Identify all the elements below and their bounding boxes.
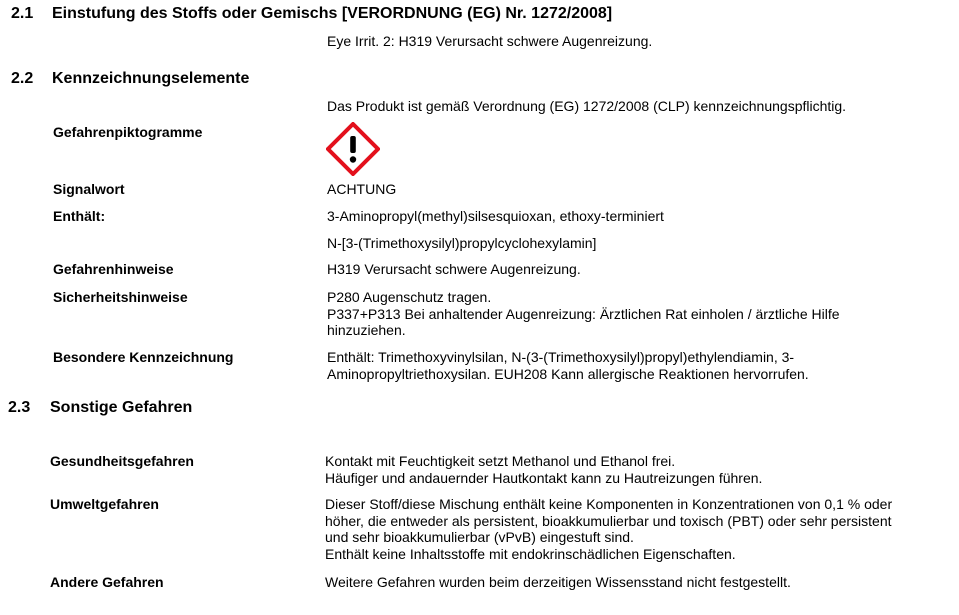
signal-word-value: ACHTUNG xyxy=(327,181,397,197)
precaution-line: hinzuziehen. xyxy=(327,322,406,338)
signal-word-label: Signalwort xyxy=(53,181,125,197)
precaution-line: P337+P313 Bei anhaltender Augenreizung: Ärztlichen Rat einholen / ärztliche Hilfe xyxy=(327,305,840,322)
precautionary-statements-value xyxy=(327,289,840,339)
section-2-1-title: Einstufung des Stoffs oder Gemischs [VERORDNUNG (EG) Nr. 1272/2008] xyxy=(52,5,613,22)
precautionary-statements-label: Sicherheitshinweise xyxy=(53,289,188,305)
exclamation-mark-icon xyxy=(326,122,380,176)
contains-value-2: N-[3-(Trimethoxysilyl)propylcyclohexylamin] xyxy=(327,235,597,251)
special-labelling-value xyxy=(327,349,809,382)
precaution-line: P280 Augenschutz tragen. xyxy=(327,289,492,305)
env-line: und sehr bioakkumulierbar (vPvB) eingestuft sind. xyxy=(325,529,634,545)
classification-text: Eye Irrit. 2: H319 Verursacht schwere Augenreizung. xyxy=(327,33,653,49)
env-line: Dieser Stoff/diese Mischung enthält keine Komponenten in Konzentrationen von 0,1 % oder xyxy=(325,496,893,512)
hazard-statements-value: H319 Verursacht schwere Augenreizung. xyxy=(327,261,581,277)
hazard-statements-label: Gefahrenhinweise xyxy=(53,261,174,277)
section-2-2-title: Kennzeichnungselemente xyxy=(52,70,250,87)
health-line: Kontakt mit Feuchtigkeit setzt Methanol und Ethanol frei. xyxy=(325,453,676,469)
section-2-1-number: 2.1 xyxy=(11,5,34,22)
special-line: Enthält: Trimethoxyvinylsilan, N-(3-(Trimethoxysilyl)propyl)ethylendiamin, 3- xyxy=(327,349,795,365)
section-2-3-number: 2.3 xyxy=(8,399,31,416)
other-hazards-label: Andere Gefahren xyxy=(50,574,164,590)
health-line: Häufiger und andauernder Hautkontakt kann zu Hautreizungen führen. xyxy=(325,469,763,486)
section-2-3-title: Sonstige Gefahren xyxy=(50,399,193,416)
special-labelling-label: Besondere Kennzeichnung xyxy=(53,349,234,365)
env-line: höher, die entweder als persistent, bioakkumulierbar und toxisch (PBT) oder sehr persistent xyxy=(325,512,892,529)
other-hazards-value: Weitere Gefahren wurden beim derzeitigen Wissensstand nicht festgestellt. xyxy=(325,574,791,590)
health-hazards-value xyxy=(325,453,762,486)
contains-label: Enthält: xyxy=(53,208,106,224)
pictograms-label: Gefahrenpiktogramme xyxy=(53,124,203,140)
environmental-hazards-value xyxy=(325,496,892,562)
env-line: Enthält keine Inhaltsstoffe mit endokrinschädlichen Eigenschaften. xyxy=(325,545,736,562)
special-line: Aminopropyltriethoxysilan. EUH208 Kann allergische Reaktionen hervorrufen. xyxy=(327,365,809,382)
environmental-hazards-label: Umweltgefahren xyxy=(50,496,159,512)
section-2-2-number: 2.2 xyxy=(11,70,34,87)
labelling-intro: Das Produkt ist gemäß Verordnung (EG) 1272/2008 (CLP) kennzeichnungspflichtig. xyxy=(327,98,847,114)
health-hazards-label: Gesundheitsgefahren xyxy=(50,453,194,469)
contains-value-1: 3-Aminopropyl(methyl)silsesquioxan, ethoxy-terminiert xyxy=(327,208,664,224)
